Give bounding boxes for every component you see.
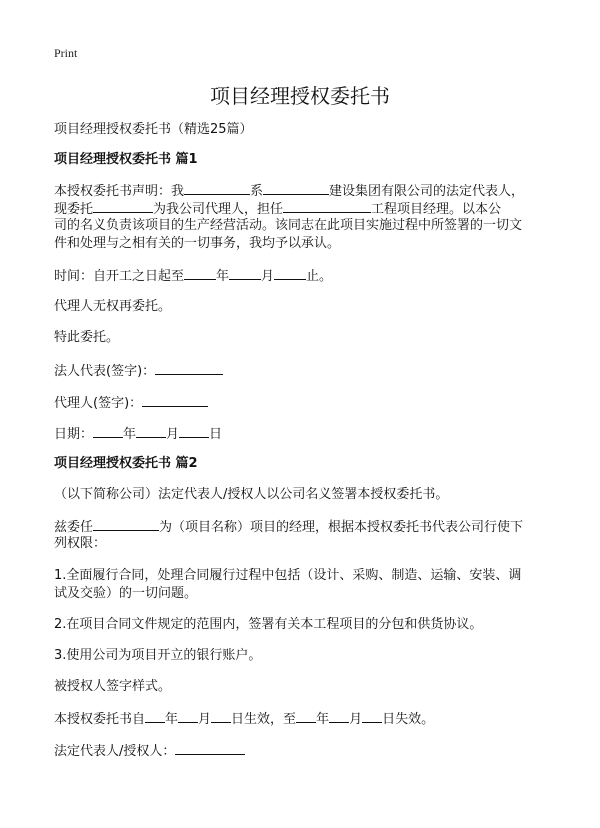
- blank-field[interactable]: [145, 709, 165, 723]
- text: 法人代表(签字)：: [54, 364, 156, 379]
- section1-para1-line4: 件和处理与之相有关的一切事务，我均予以承认。: [54, 236, 341, 251]
- section1-para1-line3: 司的名义负责该项目的生产经营活动。该同志在此项目实施过程中所签署的一切文: [54, 218, 523, 233]
- text: 本授权委托书自: [54, 712, 146, 727]
- document-title: 项目经理授权委托书: [210, 84, 390, 108]
- section2-heading: 项目经理授权委托书 篇2: [54, 456, 198, 471]
- text: 系: [250, 184, 264, 199]
- section2-item3: 3.使用公司为项目开立的银行账户。: [54, 648, 262, 663]
- blank-field[interactable]: [93, 424, 123, 438]
- section2-item1-line1: 1.全面履行合同，处理合同履行过程中包括（设计、采购、制造、运输、安装、调: [54, 568, 522, 583]
- section1-para1-line1: [54, 181, 548, 201]
- section1-date: [54, 424, 548, 444]
- text: 月: [261, 269, 275, 284]
- text: 时间：自开工之日起至: [54, 269, 185, 284]
- section1-no-reassign: 代理人无权再委托。: [54, 299, 172, 314]
- text: 建设集团有限公司的法定代表人，: [329, 184, 525, 199]
- text: 月: [349, 712, 363, 727]
- document-subtitle: 项目经理授权委托书（精选25篇）: [54, 122, 253, 137]
- text: 法定代表人/授权人：: [54, 744, 176, 759]
- section2-appoint-line2: 列权限：: [54, 536, 107, 551]
- text: 月: [198, 712, 212, 727]
- text: 月: [166, 427, 180, 442]
- text: 日: [209, 427, 223, 442]
- section2-item2: 2.在项目合同文件规定的范围内，签署有关本工程项目的分包和供货协议。: [54, 617, 483, 632]
- text: 本授权委托书声明：我: [54, 184, 185, 199]
- blank-field[interactable]: [184, 181, 250, 195]
- text: 兹委任: [54, 520, 94, 535]
- text: 年: [123, 427, 137, 442]
- blank-field[interactable]: [274, 266, 306, 280]
- text: 现委托: [54, 202, 94, 217]
- text: 工程项目经理。以本公: [371, 202, 502, 217]
- text: 止。: [306, 269, 333, 284]
- section1-heading: 项目经理授权委托书 篇1: [54, 152, 198, 167]
- text: 年: [216, 269, 230, 284]
- section2-validity: [54, 709, 548, 729]
- print-label[interactable]: Print: [54, 46, 78, 60]
- blank-field[interactable]: [211, 709, 231, 723]
- section2-intro: （以下简称公司）法定代表人/授权人以公司名义签署本授权委托书。: [54, 487, 449, 502]
- text: 为（项目名称）项目的经理，根据本授权委托书代表公司行使下: [159, 520, 524, 535]
- section1-legal-rep: [54, 361, 548, 381]
- blank-field[interactable]: [329, 709, 349, 723]
- signature-blank[interactable]: [142, 393, 208, 407]
- text: 日期：: [54, 427, 94, 442]
- blank-field[interactable]: [229, 266, 261, 280]
- text: 年: [165, 712, 179, 727]
- blank-field[interactable]: [283, 199, 371, 213]
- blank-field[interactable]: [362, 709, 382, 723]
- section2-sig-style: 被授权人签字样式。: [54, 679, 172, 694]
- blank-field[interactable]: [184, 266, 216, 280]
- section1-time: [54, 266, 548, 286]
- blank-field[interactable]: [136, 424, 166, 438]
- section2-item1-line2: 试及交验）的一切问题。: [54, 586, 198, 601]
- text: 年: [316, 712, 330, 727]
- signature-blank[interactable]: [155, 361, 223, 375]
- blank-field[interactable]: [93, 199, 153, 213]
- blank-field[interactable]: [296, 709, 316, 723]
- text: 为我公司代理人，担任: [153, 202, 284, 217]
- text: 代理人(签字)：: [54, 396, 143, 411]
- blank-field[interactable]: [93, 517, 159, 531]
- section2-legal-rep: [54, 741, 548, 761]
- blank-field[interactable]: [263, 181, 329, 195]
- signature-blank[interactable]: [175, 741, 245, 755]
- text: 日生效，至: [231, 712, 297, 727]
- section1-agent: [54, 393, 548, 413]
- text: 日失效。: [382, 712, 435, 727]
- section1-para1-line2: [54, 199, 548, 219]
- section1-hereby: 特此委托。: [54, 330, 120, 345]
- blank-field[interactable]: [179, 424, 209, 438]
- blank-field[interactable]: [178, 709, 198, 723]
- section2-appoint-line1: [54, 517, 548, 537]
